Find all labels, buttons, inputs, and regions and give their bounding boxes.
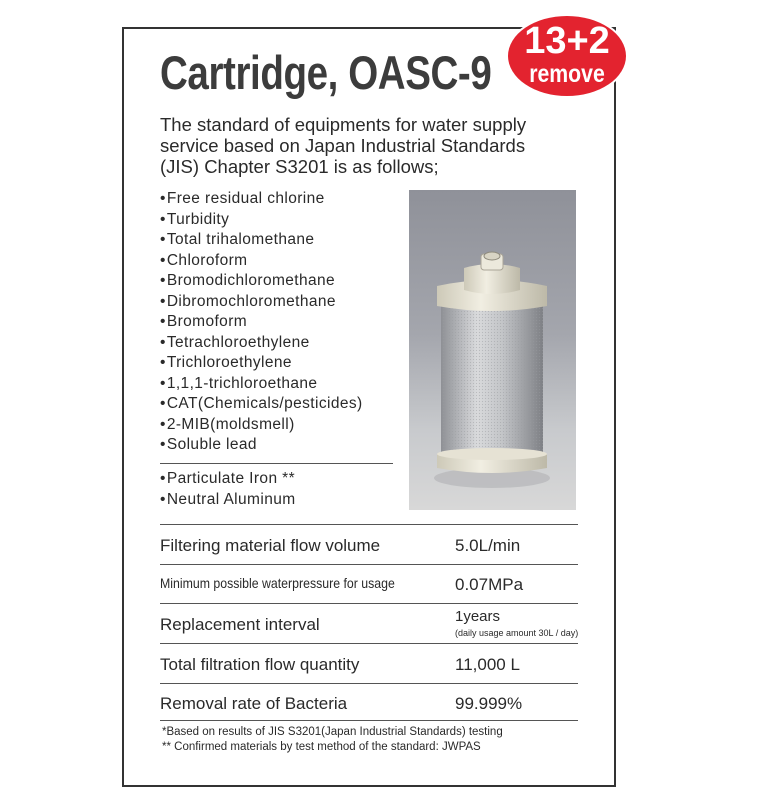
extra-substances-list bbox=[160, 469, 296, 510]
spec-value: 5.0L/min bbox=[455, 536, 521, 555]
list-item: • Bromoform bbox=[160, 312, 363, 333]
intro-line: The standard of equipments for water supply bbox=[160, 114, 527, 135]
list-item: • Particulate Iron ** bbox=[160, 469, 296, 490]
spec-label: Filtering material flow volume bbox=[160, 536, 381, 555]
page-title: Cartridge, OASC-9 bbox=[160, 46, 492, 99]
list-item: • Turbidity bbox=[160, 210, 363, 231]
spec-value: 1years bbox=[455, 608, 501, 625]
spec-value: 99.999% bbox=[455, 694, 523, 713]
list-item: • Chloroform bbox=[160, 251, 363, 272]
footnote: ** Confirmed materials by test method of the standard: JWPAS bbox=[162, 741, 481, 753]
spec-label: Minimum possible waterpressure for usage bbox=[160, 575, 395, 591]
badge-count: 13+2 bbox=[524, 20, 610, 62]
spec-label: Removal rate of Bacteria bbox=[160, 694, 348, 713]
table-rule bbox=[160, 683, 578, 684]
list-item: • Free residual chlorine bbox=[160, 189, 363, 210]
table-rule bbox=[160, 603, 578, 604]
list-item: • Dibromochloromethane bbox=[160, 292, 363, 313]
list-item: • CAT(Chemicals/pesticides) bbox=[160, 394, 363, 415]
table-top-rule bbox=[160, 524, 578, 525]
spec-value: 0.07MPa bbox=[455, 575, 524, 594]
list-item: • Trichloroethylene bbox=[160, 353, 363, 374]
intro-line: service based on Japan Industrial Standards bbox=[160, 135, 526, 156]
spec-value: 11,000 L bbox=[455, 655, 520, 674]
list-item: • Neutral Aluminum bbox=[160, 490, 296, 511]
cartridge-icon bbox=[409, 190, 576, 510]
list-item: • 1,1,1-trichloroethane bbox=[160, 374, 363, 395]
list-item: • Total trihalomethane bbox=[160, 230, 363, 251]
badge-label: remove bbox=[529, 60, 605, 88]
table-bottom-rule bbox=[160, 720, 578, 721]
spec-label: Replacement interval bbox=[160, 615, 320, 634]
removed-substances-list bbox=[160, 189, 363, 456]
list-divider bbox=[160, 463, 393, 464]
intro-text bbox=[160, 114, 590, 177]
list-item: • Bromodichloromethane bbox=[160, 271, 363, 292]
intro-line: (JIS) Chapter S3201 is as follows; bbox=[160, 156, 439, 177]
spec-subnote: (daily usage amount 30L / day) bbox=[455, 628, 579, 638]
spec-label: Total filtration flow quantity bbox=[160, 655, 360, 674]
cartridge-photo bbox=[409, 190, 576, 510]
list-item: • Soluble lead bbox=[160, 435, 363, 456]
list-item: • Tetrachloroethylene bbox=[160, 333, 363, 354]
table-rule bbox=[160, 564, 578, 565]
remove-count-badge bbox=[508, 16, 626, 96]
list-item: • 2-MIB(moldsmell) bbox=[160, 415, 363, 436]
table-rule bbox=[160, 643, 578, 644]
footnotes bbox=[162, 725, 503, 755]
footnote: *Based on results of JIS S3201(Japan Industrial Standards) testing bbox=[162, 726, 503, 738]
